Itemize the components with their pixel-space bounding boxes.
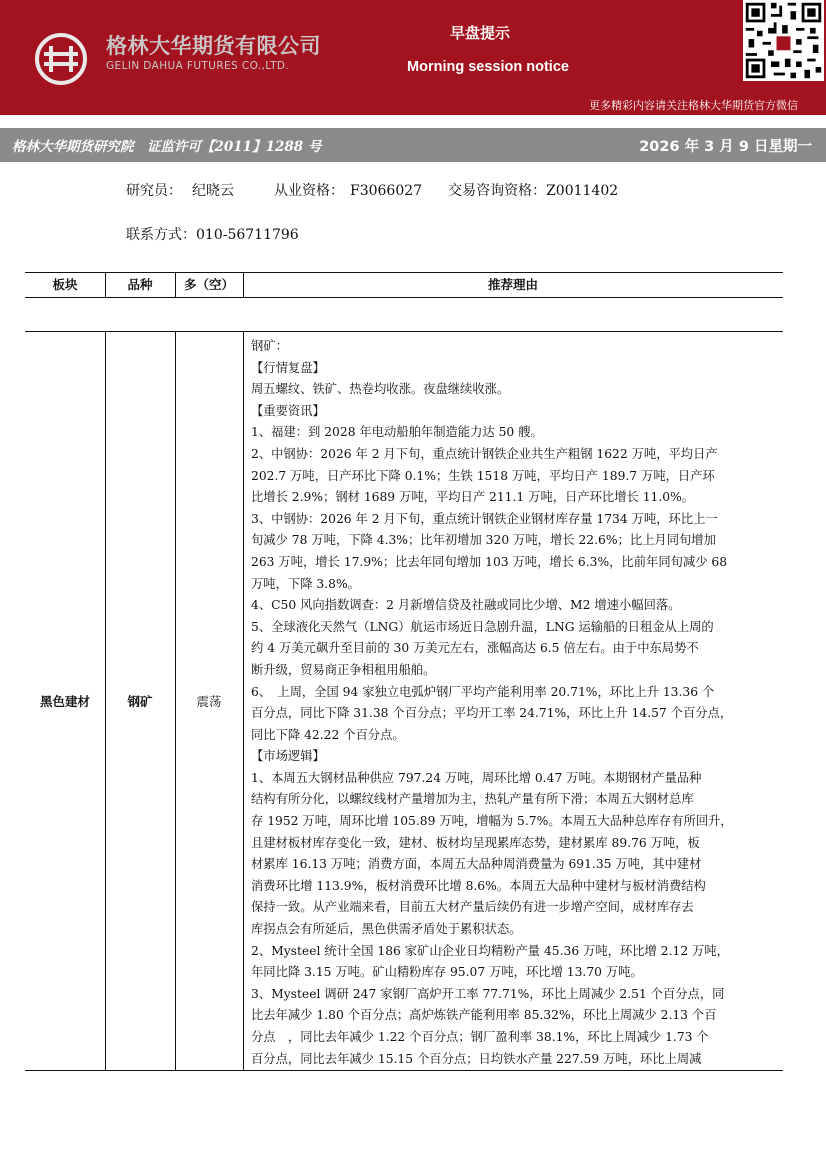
company-name-en: GELIN DAHUA FUTURES CO.,LTD.: [106, 60, 290, 72]
cell-reason: [251, 336, 781, 1070]
reason-line: 3、中钢协：2026 年 2 月下旬，重点统计钢铁企业钢材库存量 1734 万吨，环比上一: [251, 511, 718, 526]
researcher-label: 研究员：: [126, 183, 182, 199]
reason-line: 旬减少 78 万吨，下降 4.3%；比年初增加 320 万吨，增长 22.6%；比上月同旬增加: [251, 533, 716, 548]
reason-line: 百分点，同比下降 31.38 个百分点；平均开工率 24.71%，环比上升 14.57 个百分点，: [251, 706, 733, 721]
reason-line: 分点 ，同比去年减少 1.22 个百分点；钢厂盈利率 38.1%，环比上周减少 1.73 个: [251, 1030, 709, 1044]
info-bar: [0, 128, 826, 162]
reason-line: 2、Mysteel 统计全国 186 家矿山企业日均精粉产量 45.36 万吨，环比增 2.12 万吨，: [251, 943, 729, 958]
contact-line: [126, 224, 299, 244]
qualification-label: 从业资格：: [274, 183, 344, 199]
cell-variety: 钢矿: [127, 694, 153, 709]
researcher-line: [126, 180, 618, 200]
reason-line: 比去年减少 1.80 个百分点；高炉炼铁产能利用率 85.32%，环比上周减少 2.13 个百: [251, 1008, 717, 1023]
follow-wechat-note: 更多精彩内容请关注格林大华期货官方微信: [589, 99, 798, 112]
header-divider: [105, 273, 106, 297]
contact-phone: 010-56711796: [196, 227, 299, 243]
header-reason: 推荐理由: [487, 277, 538, 292]
company-name-cn: 格林大华期货有限公司: [106, 34, 321, 58]
reason-line: 6、 上周，全国 94 家独立电弧炉钢厂平均产能利用率 20.71%，环比上升 13.36 个: [251, 684, 715, 699]
reason-line: 5、全球液化天然气（LNG）航运市场近日急剧升温，LNG 运输船的日租金从上周的: [251, 619, 714, 634]
institute-license: 格林大华期货研究院 证监许可【2011】1288 号: [12, 139, 322, 155]
reason-line: 3、Mysteel 调研 247 家钢厂高炉开工率 77.71%，环比上周减少 2.51 个百分点，同: [251, 986, 725, 1001]
header-divider: [243, 273, 244, 297]
reason-line: 结构有所分化，以螺纹线材产量增加为主，热轧产量有所下滑；本周五大钢材总库: [251, 792, 694, 807]
reason-line: 同比下降 42.22 个百分点。: [251, 727, 405, 742]
header-banner: [0, 0, 826, 115]
reason-line: 周五螺纹、铁矿、热卷均收涨。夜盘继续收涨。: [251, 382, 510, 397]
reason-line: 1、本周五大钢材品种供应 797.24 万吨，周环比增 0.47 万吨。本期钢材产量品种: [251, 770, 702, 785]
reason-line: 263 万吨，增长 17.9%；比去年同旬增加 103 万吨，增长 6.3%，比前年同旬减少 68: [251, 554, 728, 569]
reason-line: 百分点，同比去年减少 15.15 个百分点；日均铁水产量 227.59 万吨，环比上周减: [251, 1051, 702, 1066]
header-sector: 板块: [52, 277, 78, 292]
cell-sector: 黑色建材: [39, 694, 90, 709]
report-title-cn: 早盘提示: [449, 24, 510, 42]
reason-line: 【市场逻辑】: [251, 749, 325, 764]
header-direction: 多（空）: [183, 277, 234, 292]
reason-line: 断升级，贸易商正争相租用船舶。: [251, 662, 436, 677]
reason-line: 4、C50 风向指数调查：2 月新增信贷及社融或同比少增、M2 增速小幅回落。: [251, 598, 681, 613]
reason-line: 万吨，下降 3.8%。: [251, 576, 360, 591]
company-logo-icon: [34, 32, 88, 86]
researcher-name: 纪晓云: [192, 183, 234, 199]
trade-qualification-number: Z0011402: [546, 183, 619, 199]
qr-code-icon: [743, 0, 824, 81]
header-divider: [175, 273, 176, 297]
cell-direction: 震荡: [196, 694, 222, 709]
table-header-row: [25, 273, 783, 297]
report-date: 2026 年 3 月 9 日星期一: [639, 139, 812, 155]
table-header-border: [25, 297, 783, 298]
reason-line: 库拐点会有所延后，黑色供需矛盾处于累积状态。: [251, 922, 522, 937]
trade-qualification-label: 交易咨询资格：: [448, 183, 547, 199]
reason-line: 存 1952 万吨，周环比增 105.89 万吨，增幅为 5.7%。本周五大品种总库存有所回升，: [251, 814, 733, 829]
contact-label: 联系方式：: [126, 227, 196, 243]
reason-line: 2、中钢协：2026 年 2 月下旬，重点统计钢铁企业共生产粗钢 1622 万吨，平均日产: [251, 446, 718, 461]
reason-line: 【重要资讯】: [251, 403, 325, 418]
reason-line: 【行情复盘】: [251, 360, 325, 375]
reason-line: 年同比降 3.15 万吨。矿山精粉库存 95.07 万吨，环比增 13.70 万吨。: [251, 965, 643, 980]
body-divider: [243, 332, 244, 1070]
reason-line: 且建材板材库存变化一致，建材、板材均呈现累库态势，建材累库 89.76 万吨，板: [251, 835, 700, 850]
reason-line: 202.7 万吨，日产环比下降 0.1%；生铁 1518 万吨，平均日产 189.7 万吨，日产环: [251, 468, 715, 483]
reason-line: 材累库 16.13 万吨；消费方面，本周五大品种周消费量为 691.35 万吨，其中建材: [251, 857, 702, 872]
reason-line: 保持一致。从产业端来看，目前五大材产量后续仍有进一步增产空间，成材库存去: [251, 900, 694, 915]
reason-line: 比增长 2.9%；钢材 1689 万吨，平均日产 211.1 万吨，日产环比增长 11.0%。: [251, 490, 695, 505]
reason-line: 钢矿：: [251, 339, 288, 353]
reason-line: 消费环比增 113.9%，板材消费环比增 8.6%。本周五大品种中建材与板材消费结构: [251, 878, 706, 893]
reason-line: 1、福建：到 2028 年电动船舶年制造能力达 50 艘。: [251, 425, 543, 440]
qualification-number: F3066027: [350, 183, 423, 199]
report-title-en: Morning session notice: [407, 59, 569, 75]
header-variety: 品种: [127, 277, 153, 292]
reason-line: 约 4 万美元飙升至目前的 30 万美元左右，涨幅高达 6.5 倍左右。由于中东局势不: [251, 641, 699, 656]
